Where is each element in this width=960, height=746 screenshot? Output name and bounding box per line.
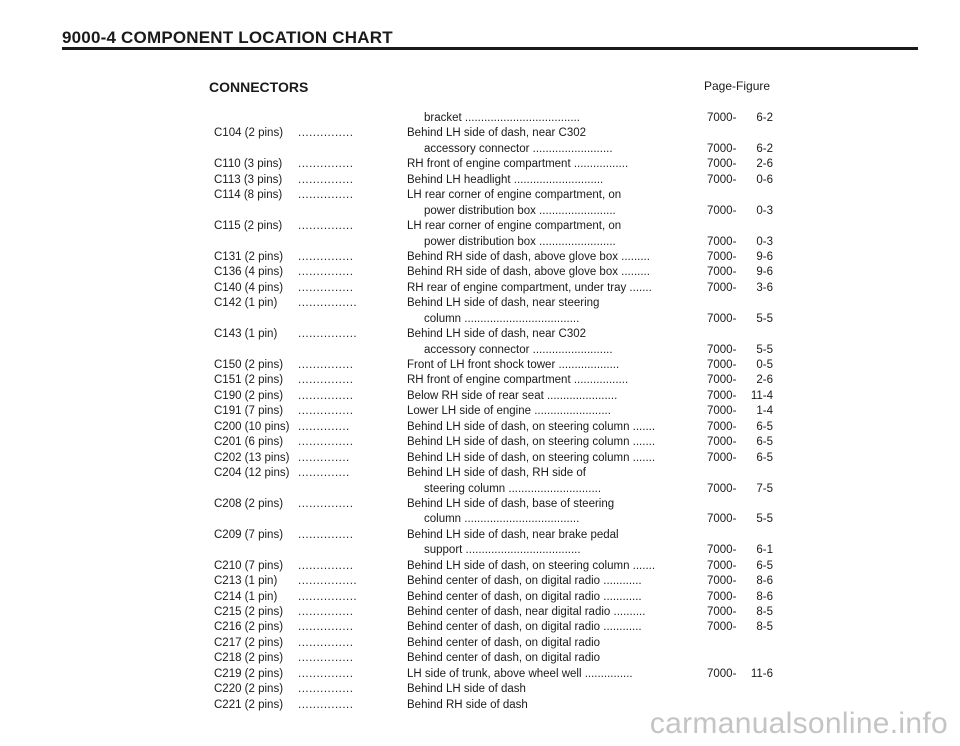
watermark: carmanualsonline.info — [649, 707, 948, 740]
page-ref: 7000- — [707, 281, 737, 294]
page-ref: 7000- — [707, 590, 737, 603]
page-ref: 7000- — [707, 420, 737, 433]
figure-ref: 2-6 — [756, 374, 773, 387]
page-figure-label: Page-Figure — [704, 79, 771, 93]
table-row — [200, 173, 800, 188]
connector-id: C201 (6 pins) — [214, 436, 284, 449]
page-ref: 7000- — [707, 575, 737, 588]
page-ref: 7000- — [707, 436, 737, 449]
table-row — [200, 265, 800, 280]
table-row — [200, 682, 800, 697]
figure-ref: 6-5 — [756, 451, 773, 464]
location-description: Behind LH side of dash, RH side of — [407, 467, 586, 480]
page-ref: 7000- — [707, 374, 737, 387]
leader-dots: ............... — [298, 636, 354, 649]
leader-dots: ................ — [298, 590, 358, 603]
page-ref: 7000- — [707, 312, 737, 325]
location-description: Behind LH side of dash, near C302 — [407, 328, 587, 341]
table-row — [200, 497, 800, 512]
connector-id: C202 (13 pins) — [214, 451, 290, 464]
leader-dots: ............... — [298, 250, 354, 263]
table-row — [200, 373, 800, 388]
connector-id: C218 (2 pins) — [214, 652, 284, 665]
connector-id: C113 (3 pins) — [214, 173, 283, 186]
connector-id: C221 (2 pins) — [214, 698, 284, 711]
leader-dots: ................ — [298, 575, 358, 588]
table-row — [200, 235, 800, 250]
leader-dots: ............... — [298, 220, 354, 233]
connector-id: C204 (12 pins) — [214, 467, 290, 480]
location-description: Behind center of dash, on digital radio — [407, 652, 601, 665]
location-description: Behind LH side of dash, on steering column ....... — [407, 420, 656, 433]
leader-dots: ............... — [298, 683, 354, 696]
table-row — [200, 126, 800, 141]
leader-dots: ............... — [298, 436, 354, 449]
location-description: Behind LH headlight ............................ — [407, 173, 604, 186]
connector-id: C190 (2 pins) — [214, 389, 284, 402]
page-ref: 7000- — [707, 389, 737, 402]
connector-id: C150 (2 pins) — [214, 359, 284, 371]
location-description: Lower LH side of engine ........................ — [407, 405, 611, 418]
table-row — [200, 111, 800, 126]
connector-id: C208 (2 pins) — [214, 497, 284, 510]
page-ref: 7000- — [707, 343, 737, 356]
table-row — [200, 435, 800, 450]
connector-table — [200, 111, 800, 713]
leader-dots: ............... — [298, 374, 354, 387]
location-description: Behind center of dash, on digital radio ............ — [407, 590, 642, 603]
figure-ref: 0-3 — [756, 204, 773, 217]
figure-ref: 6-5 — [756, 420, 773, 433]
leader-dots: ............... — [298, 559, 354, 572]
page-ref: 7000- — [707, 235, 737, 248]
connector-id: C220 (2 pins) — [214, 683, 284, 696]
table-row — [200, 404, 800, 419]
location-description: Behind LH side of dash, near brake pedal — [407, 528, 619, 541]
table-row — [200, 358, 800, 373]
location-description: Behind center of dash, on digital radio ............ — [407, 575, 642, 588]
table-row — [200, 250, 800, 265]
location-description: accessory connector ......................... — [424, 343, 613, 356]
table-row — [200, 142, 800, 157]
location-description: support .................................... — [424, 544, 581, 557]
page-ref: 7000- — [707, 112, 737, 124]
location-description: Behind RH side of dash, above glove box ......... — [407, 266, 650, 279]
leader-dots: ............... — [298, 158, 354, 171]
connector-id: C217 (2 pins) — [214, 636, 284, 649]
figure-ref: 0-6 — [756, 173, 773, 186]
table-row — [200, 667, 800, 682]
figure-ref: 6-1 — [756, 544, 773, 557]
figure-ref: 5-5 — [756, 312, 773, 325]
location-description: Below RH side of rear seat ...................... — [407, 389, 618, 402]
leader-dots: ................ — [298, 297, 358, 310]
page-ref: 7000- — [707, 513, 737, 526]
header-rule — [62, 47, 918, 50]
location-description: Behind center of dash, on digital radio — [407, 636, 601, 649]
location-description: power distribution box ........................ — [424, 235, 616, 248]
table-row — [200, 296, 800, 311]
table-row — [200, 512, 800, 527]
leader-dots: ............... — [298, 189, 354, 202]
leader-dots: ............... — [298, 359, 354, 371]
table-row — [200, 590, 800, 605]
table-row — [200, 528, 800, 543]
location-description: Behind LH side of dash, on steering column ....... — [407, 436, 656, 449]
table-row — [200, 389, 800, 404]
location-description: Front of LH front shock tower ................... — [407, 359, 620, 371]
figure-ref: 6-2 — [756, 142, 773, 155]
leader-dots: ............... — [298, 652, 354, 665]
table-row — [200, 620, 800, 635]
connector-id: C191 (7 pins) — [214, 405, 284, 418]
table-row — [200, 482, 800, 497]
leader-dots: ............... — [298, 698, 354, 711]
figure-ref: 8-5 — [756, 621, 773, 634]
leader-dots: ............... — [298, 405, 354, 418]
leader-dots: ................ — [298, 328, 358, 341]
figure-ref: 5-5 — [756, 343, 773, 356]
connector-id: C214 (1 pin) — [214, 590, 278, 603]
location-description: LH rear corner of engine compartment, on — [407, 189, 622, 202]
connector-id: C136 (4 pins) — [214, 266, 284, 279]
connector-id: C213 (1 pin) — [214, 575, 278, 588]
table-row — [200, 157, 800, 172]
page-ref: 7000- — [707, 142, 737, 155]
table-row — [200, 343, 800, 358]
location-description: power distribution box ........................ — [424, 204, 616, 217]
table-row — [200, 204, 800, 219]
page-ref: 7000- — [707, 359, 737, 371]
leader-dots: ............... — [298, 621, 354, 634]
leader-dots: ............... — [298, 606, 354, 618]
table-row — [200, 636, 800, 651]
leader-dots: ............... — [298, 266, 354, 279]
page-ref: 7000- — [707, 667, 737, 680]
connector-id: C216 (2 pins) — [214, 621, 284, 634]
location-description: LH side of trunk, above wheel well ............... — [407, 667, 633, 680]
figure-ref: 8-5 — [756, 606, 773, 618]
figure-ref: 7-5 — [756, 482, 773, 495]
location-description: Behind LH side of dash, near C302 — [407, 127, 587, 140]
figure-ref: 5-5 — [756, 513, 773, 526]
connector-id: C143 (1 pin) — [214, 328, 278, 341]
page-ref: 7000- — [707, 559, 737, 572]
table-row — [200, 188, 800, 203]
figure-ref: 1-4 — [756, 405, 773, 418]
table-row — [200, 605, 800, 620]
page-ref: 7000- — [707, 405, 737, 418]
location-description: RH front of engine compartment ................. — [407, 374, 629, 387]
page-ref: 7000- — [707, 482, 737, 495]
figure-ref: 6-5 — [756, 559, 773, 572]
figure-ref: 6-2 — [756, 112, 773, 124]
location-description: LH rear corner of engine compartment, on — [407, 220, 622, 233]
figure-ref: 9-6 — [756, 266, 773, 279]
location-description: accessory connector ......................... — [424, 142, 613, 155]
leader-dots: ............... — [298, 497, 354, 510]
table-row — [200, 451, 800, 466]
leader-dots: .............. — [298, 451, 350, 464]
table-row — [200, 312, 800, 327]
leader-dots: .............. — [298, 467, 350, 480]
figure-ref: 2-6 — [756, 158, 773, 171]
location-description: Behind center of dash, on digital radio ............ — [407, 621, 642, 634]
connector-id: C104 (2 pins) — [214, 127, 284, 140]
figure-ref: 11-6 — [750, 667, 773, 680]
leader-dots: ............... — [298, 127, 354, 140]
figure-ref: 9-6 — [756, 250, 773, 263]
location-description: Behind LH side of dash, base of steering — [407, 497, 615, 510]
location-description: steering column ............................. — [424, 482, 602, 495]
page-title: 9000-4 COMPONENT LOCATION CHART — [62, 28, 393, 47]
location-description: Behind LH side of dash, on steering column ....... — [407, 451, 656, 464]
figure-ref: 0-5 — [756, 359, 773, 371]
page-ref: 7000- — [707, 266, 737, 279]
figure-ref: 11-4 — [750, 389, 773, 402]
location-description: Behind center of dash, near digital radio .......... — [407, 606, 646, 618]
table-row — [200, 574, 800, 589]
location-description: bracket .................................... — [424, 112, 580, 124]
figure-ref: 3-6 — [756, 281, 773, 294]
table-row — [200, 466, 800, 481]
leader-dots: .............. — [298, 420, 350, 433]
location-description: Behind RH side of dash, above glove box ......... — [407, 250, 650, 263]
table-row — [200, 281, 800, 296]
leader-dots: ............... — [298, 389, 354, 402]
page-ref: 7000- — [707, 544, 737, 557]
location-description: RH rear of engine compartment, under tray ....... — [407, 281, 652, 294]
section-title: CONNECTORS — [209, 79, 309, 95]
table-row — [200, 559, 800, 574]
leader-dots: ............... — [298, 173, 354, 186]
location-description: RH front of engine compartment ................. — [407, 158, 629, 171]
connector-id: C215 (2 pins) — [214, 606, 284, 618]
connector-id: C210 (7 pins) — [214, 559, 284, 572]
table-row — [200, 219, 800, 234]
page-ref: 7000- — [707, 250, 737, 263]
page-ref: 7000- — [707, 173, 737, 186]
figure-ref: 6-5 — [756, 436, 773, 449]
figure-ref: 8-6 — [756, 575, 773, 588]
connector-id: C115 (2 pins) — [214, 220, 283, 233]
connector-id: C200 (10 pins) — [214, 420, 290, 433]
table-row — [200, 420, 800, 435]
location-description: column .................................... — [424, 513, 580, 526]
connector-id: C142 (1 pin) — [214, 297, 278, 310]
connector-id: C114 (8 pins) — [214, 189, 283, 202]
page-ref: 7000- — [707, 158, 737, 171]
table-row — [200, 543, 800, 558]
connector-id: C140 (4 pins) — [214, 281, 284, 294]
table-row — [200, 327, 800, 342]
leader-dots: ............... — [298, 281, 354, 294]
location-description: column .................................... — [424, 312, 580, 325]
connector-id: C110 (3 pins) — [214, 158, 283, 171]
location-description: Behind LH side of dash, on steering column ....... — [407, 559, 656, 572]
figure-ref: 0-3 — [756, 235, 773, 248]
connector-id: C209 (7 pins) — [214, 528, 284, 541]
figure-ref: 8-6 — [756, 590, 773, 603]
table-row — [200, 651, 800, 666]
page-ref: 7000- — [707, 451, 737, 464]
connector-id: C219 (2 pins) — [214, 667, 284, 680]
leader-dots: ............... — [298, 528, 354, 541]
page-ref: 7000- — [707, 204, 737, 217]
leader-dots: ............... — [298, 667, 354, 680]
page-ref: 7000- — [707, 606, 737, 618]
page-ref: 7000- — [707, 621, 737, 634]
connector-id: C151 (2 pins) — [214, 374, 284, 387]
location-description: Behind RH side of dash — [407, 698, 528, 711]
location-description: Behind LH side of dash — [407, 683, 526, 696]
location-description: Behind LH side of dash, near steering — [407, 297, 600, 310]
connector-id: C131 (2 pins) — [214, 250, 284, 263]
